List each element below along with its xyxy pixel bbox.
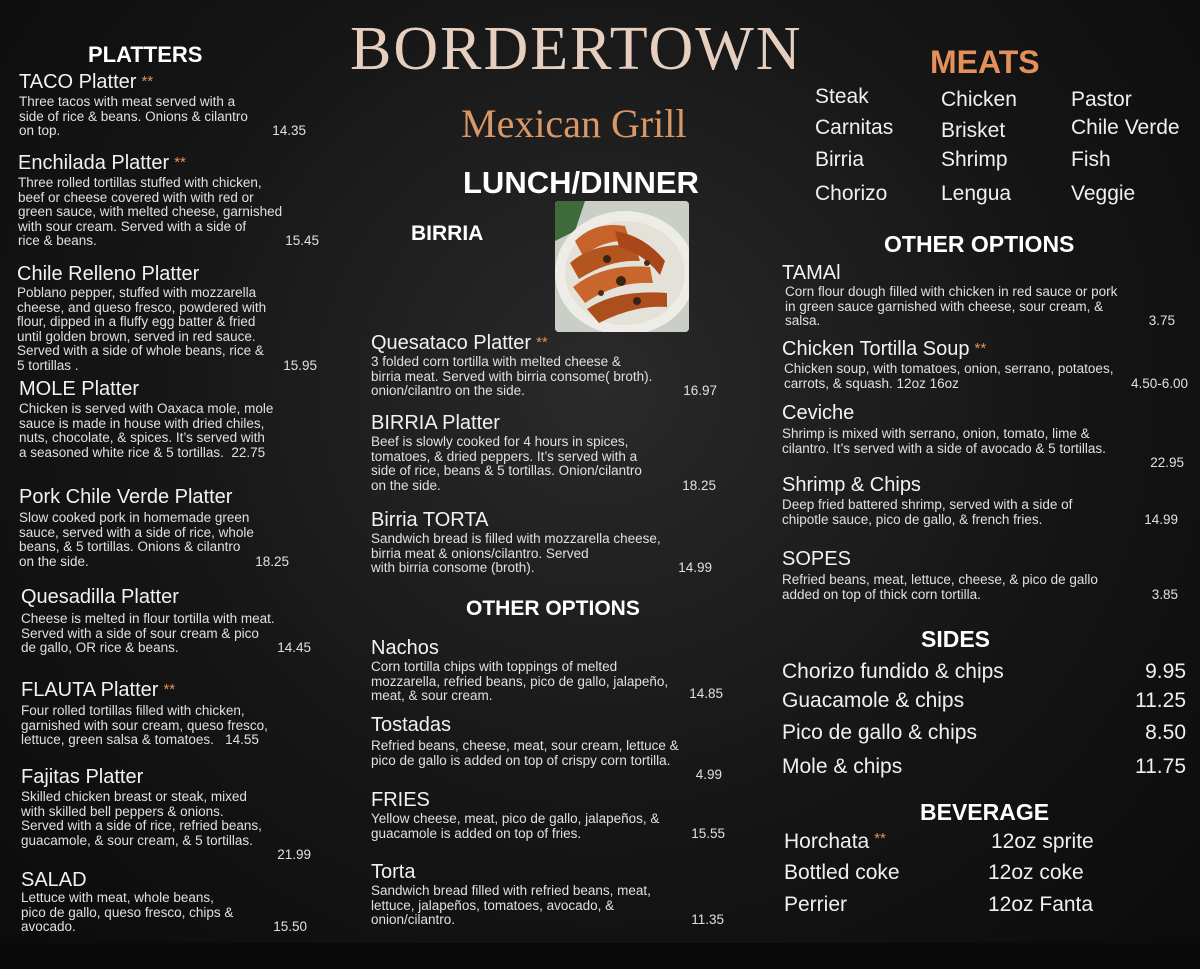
item-name: TACO Platter	[19, 71, 137, 93]
meat-item: Chicken	[941, 88, 1017, 111]
stars: **	[174, 154, 186, 171]
meat-item: Birria	[815, 148, 865, 171]
item-desc-line: cheese, and queso fresco, powdered with	[17, 299, 267, 315]
menu-item	[371, 637, 723, 704]
item-name: Shrimp & Chips	[782, 474, 921, 496]
item-price: 11.35	[691, 912, 724, 927]
item-desc-line: 5 tortillas .	[17, 357, 79, 373]
item-name: Chicken Tortilla Soup	[782, 338, 970, 360]
stars: **	[163, 681, 176, 698]
item-desc-line: cilantro. It’s served with a side of avocado & 5 tortillas.	[782, 440, 1106, 456]
item-name: Pork Chile Verde Platter	[19, 486, 233, 508]
item-desc-line: Lettuce with meat, whole beans,	[21, 890, 214, 905]
item-desc-line: Served with a side of whole beans, rice &	[17, 343, 264, 358]
item-desc-line: avocado.	[21, 919, 76, 934]
item-desc-line: mozzarella, refried beans, pico de gallo, jalapeño,	[371, 673, 669, 689]
item-desc-line: birria meat. Served with birria consome( broth).	[371, 368, 653, 384]
item-desc-line: sauce is made in house with dried chiles,	[19, 415, 265, 431]
beverage-item: Horchata **	[784, 830, 886, 853]
meat-item: Veggie	[1071, 182, 1136, 205]
menu-item	[782, 548, 1178, 602]
item-desc-line: Yellow cheese, meat, pico de gallo, jalapeños, &	[371, 811, 660, 826]
meat-item: Brisket	[941, 119, 1006, 142]
item-desc-line: on the side.	[371, 477, 441, 493]
item-price: 14.85	[689, 686, 723, 701]
menu-item	[782, 338, 1188, 391]
item-desc-line: de gallo, OR rice & beans.	[21, 640, 179, 655]
item-desc-line: nuts, chocolate, & spices. It’s served with	[19, 430, 265, 445]
item-name: Nachos	[371, 637, 439, 659]
side-item	[782, 721, 1186, 745]
item-desc-line: Beef is slowly cooked for 4 hours in spices,	[371, 434, 629, 449]
menu-item	[371, 509, 712, 576]
item-desc-line: onion/cilantro.	[371, 912, 456, 927]
item-name: Tostadas	[371, 714, 452, 736]
item-price: 15.45	[285, 233, 319, 248]
beverage-item: Perrier	[784, 893, 848, 916]
sides-heading: SIDES	[921, 626, 991, 652]
item-price: 14.99	[1144, 511, 1178, 527]
item-name: MOLE Platter	[19, 378, 140, 400]
item-desc-line: garnished with sour cream, queso fresco,	[21, 717, 268, 733]
item-price: 14.55	[225, 732, 259, 747]
item-name: SOPES	[782, 548, 851, 570]
item-desc-line: Shrimp is mixed with serrano, onion, tomato, lime &	[782, 426, 1090, 441]
meat-item: Shrimp	[941, 148, 1008, 171]
item-price: 14.45	[277, 640, 311, 655]
item-name: Ceviche	[782, 402, 855, 424]
menu-item	[21, 679, 321, 748]
item-desc-line: Four rolled tortillas filled with chicken,	[21, 703, 245, 718]
item-desc-line: on top.	[19, 123, 61, 138]
menu-label: LUNCH/DINNER	[463, 165, 699, 200]
item-name: FLAUTA Platter	[21, 679, 159, 701]
item-name: Quesataco Platter	[371, 332, 532, 354]
item-desc-line: beans, & 5 tortillas. Onions & cilantro	[19, 539, 241, 554]
menu-item	[18, 152, 319, 249]
center-other-heading: OTHER OPTIONS	[466, 597, 640, 620]
menu-item	[782, 262, 1178, 329]
item-desc-line: guacamole is added on top of fries.	[371, 825, 582, 841]
item-desc-line: lettuce, jalapeños, tomatoes, avocado, &	[371, 897, 615, 913]
item-desc-line: Served with a side of rice, refried beans,	[21, 818, 262, 833]
item-name: TAMAl	[782, 262, 841, 284]
item-desc-line: chipotle sauce, pico de gallo, & french fries.	[782, 511, 1043, 527]
item-price: 21.99	[277, 847, 311, 862]
item-desc-line: lettuce, green salsa & tomatoes. 14.55	[21, 732, 259, 747]
item-price: 4.99	[695, 767, 722, 782]
side-price: 8.50	[1145, 721, 1186, 744]
item-name: BIRRIA Platter	[371, 412, 500, 434]
item-price: 16.97	[683, 383, 717, 398]
beverage-item: 12oz sprite	[991, 830, 1094, 853]
item-desc-line: Corn tortilla chips with toppings of melted	[371, 659, 618, 674]
item-desc-line: meat, & sour cream.	[371, 688, 493, 703]
item-desc-line: green sauce, with melted cheese, garnished	[18, 204, 283, 219]
beverage-item: Bottled coke	[784, 861, 900, 884]
item-desc-line: Three tacos with meat served with a	[19, 94, 236, 109]
menu-item	[21, 766, 311, 863]
side-price: 11.25	[1135, 689, 1186, 712]
side-item	[782, 755, 1186, 779]
item-price: 3.85	[1151, 586, 1178, 602]
menu-item	[19, 71, 306, 139]
menu-item	[371, 714, 722, 783]
beverage-item: 12oz Fanta	[988, 893, 1094, 916]
bottom-bar	[0, 943, 1200, 969]
item-name: Fajitas Platter	[21, 766, 144, 788]
menu-item	[371, 332, 717, 399]
meat-item: Fish	[1071, 148, 1111, 171]
item-desc-line: birria meat & onions/cilantro. Served	[371, 545, 589, 561]
meat-item: Chorizo	[815, 182, 888, 205]
item-desc-line: Poblano pepper, stuffed with mozzarella	[17, 285, 257, 300]
meat-item: Pastor	[1071, 88, 1132, 111]
item-price: 4.50-6.00	[1130, 375, 1188, 391]
item-desc-line: pico de gallo, queso fresco, chips &	[21, 904, 234, 920]
item-desc-line: Corn flour dough filled with chicken in red sauce or pork	[785, 284, 1118, 299]
item-desc-line: Chicken is served with Oaxaca mole, mole	[19, 401, 274, 416]
item-price: 15.95	[283, 357, 317, 373]
item-desc-line: Sandwich bread is filled with mozzarella cheese,	[371, 531, 661, 546]
item-desc-line: on the side.	[19, 553, 89, 569]
item-desc-line: flour, dipped in a fluffy egg batter & fried	[17, 314, 256, 329]
right-other-heading: OTHER OPTIONS	[884, 231, 1075, 257]
item-name: Quesadilla Platter	[21, 586, 179, 608]
meats-heading: MEATS	[930, 44, 1040, 80]
item-name: Birria TORTA	[371, 509, 489, 531]
item-price: 18.25	[682, 477, 716, 493]
brand-tagline: Mexican Grill	[461, 101, 687, 146]
item-desc-line: with skilled bell peppers & onions.	[21, 803, 224, 819]
side-price: 9.95	[1145, 660, 1186, 683]
beverage-item: 12oz coke	[988, 861, 1084, 884]
item-price: 14.35	[272, 123, 306, 138]
meat-item: Lengua	[941, 182, 1012, 205]
item-desc-line: side of rice, beans & 5 tortillas. Onion/cilantro	[371, 463, 642, 478]
item-name: SALAD	[21, 869, 87, 891]
item-desc-line: guacamole, & sour cream, & 5 tortillas.	[21, 832, 253, 848]
item-price: 3.75	[1148, 313, 1175, 328]
side-item	[782, 689, 1186, 713]
item-desc-line: Skilled chicken breast or steak, mixed	[21, 789, 247, 804]
side-name: Pico de gallo & chips	[782, 721, 977, 744]
stars: **	[974, 340, 987, 357]
item-desc-line: Refried beans, meat, lettuce, cheese, & pico de gallo	[782, 572, 1098, 587]
side-name: Guacamole & chips	[782, 689, 965, 712]
menu-item	[19, 486, 289, 569]
side-name: Chorizo fundido & chips	[782, 660, 1004, 683]
item-name: FRIES	[371, 789, 430, 811]
item-desc-line: beef or cheese covered with with red or	[18, 189, 254, 205]
stars: **	[536, 334, 548, 351]
item-desc-line: Three rolled tortillas stuffed with chicken,	[18, 175, 262, 190]
item-desc-line: sauce, served with a side of rice, whole	[19, 524, 254, 540]
item-price: 22.95	[1150, 455, 1184, 470]
item-desc-line: Served with a side of sour cream & pico	[21, 625, 259, 641]
item-desc-line: Chicken soup, with tomatoes, onion, serrano, potatoes,	[784, 361, 1114, 376]
item-desc-line: Refried beans, cheese, meat, sour cream, lettuce &	[371, 738, 679, 753]
item-desc-line: Slow cooked pork in homemade green	[19, 510, 250, 525]
item-price: 22.75	[231, 444, 266, 460]
menu-item	[782, 474, 1178, 527]
item-desc-line: salsa.	[785, 313, 821, 328]
beverage-heading: BEVERAGE	[920, 799, 1050, 825]
item-name: Torta	[371, 861, 416, 883]
item-name: Chile Relleno Platter	[17, 263, 200, 285]
meat-item: Steak	[815, 85, 869, 108]
side-price: 11.75	[1135, 755, 1186, 778]
item-price: 14.99	[678, 560, 712, 575]
menu-item	[371, 861, 724, 928]
item-desc-line: carrots, & squash. 12oz 16oz	[784, 375, 959, 391]
item-desc-line: pico de gallo is added on top of crispy corn tortilla.	[371, 752, 671, 768]
menu-item	[371, 412, 716, 493]
item-price: 15.50	[273, 919, 307, 934]
item-desc-line: onion/cilantro on the side.	[371, 383, 525, 398]
item-name: Enchilada Platter	[18, 152, 170, 174]
meat-item: Carnitas	[815, 116, 894, 139]
menu-item	[21, 586, 311, 656]
brand-title: BORDERTOWN	[350, 15, 803, 83]
item-desc-line: added on top of thick corn tortilla.	[782, 586, 981, 602]
side-item	[782, 660, 1186, 684]
birria-tacos-image	[555, 201, 689, 332]
meat-item: Chile Verde	[1071, 116, 1180, 139]
item-desc-line: tomatoes, & dried peppers. It’s served with a	[371, 448, 638, 464]
birria-heading: BIRRIA	[411, 222, 484, 245]
item-desc-line: side of rice & beans. Onions & cilantro	[19, 108, 248, 124]
menu-item	[782, 402, 1186, 471]
item-desc-line: a seasoned white rice & 5 tortillas. 22.75	[19, 444, 266, 460]
item-desc-line: with sour cream. Served with a side of	[18, 218, 247, 234]
item-price: 15.55	[691, 825, 725, 841]
stars: **	[141, 73, 154, 90]
item-desc-line: in green sauce garnished with cheese, sour cream, &	[785, 298, 1104, 314]
platters-heading: PLATTERS	[88, 42, 203, 67]
menu-item	[371, 789, 725, 841]
item-desc-line: Sandwich bread filled with refried beans, meat,	[371, 883, 651, 898]
birria-photo	[555, 201, 689, 332]
menu-item	[17, 263, 317, 373]
menu-item	[21, 869, 307, 935]
stars: **	[874, 830, 886, 847]
item-desc-line: with birria consome (broth).	[371, 560, 535, 575]
item-desc-line: 3 folded corn tortilla with melted cheese &	[371, 354, 621, 369]
item-price: 18.25	[255, 553, 289, 569]
side-name: Mole & chips	[782, 755, 903, 778]
item-desc-line: until golden brown, served in red sauce.	[17, 328, 256, 344]
item-desc-line: Cheese is melted in flour tortilla with meat.	[21, 611, 275, 626]
menu-item	[19, 378, 319, 460]
item-desc-line: Deep fried battered shrimp, served with a side of	[782, 497, 1073, 512]
item-desc-line: rice & beans.	[18, 233, 97, 248]
